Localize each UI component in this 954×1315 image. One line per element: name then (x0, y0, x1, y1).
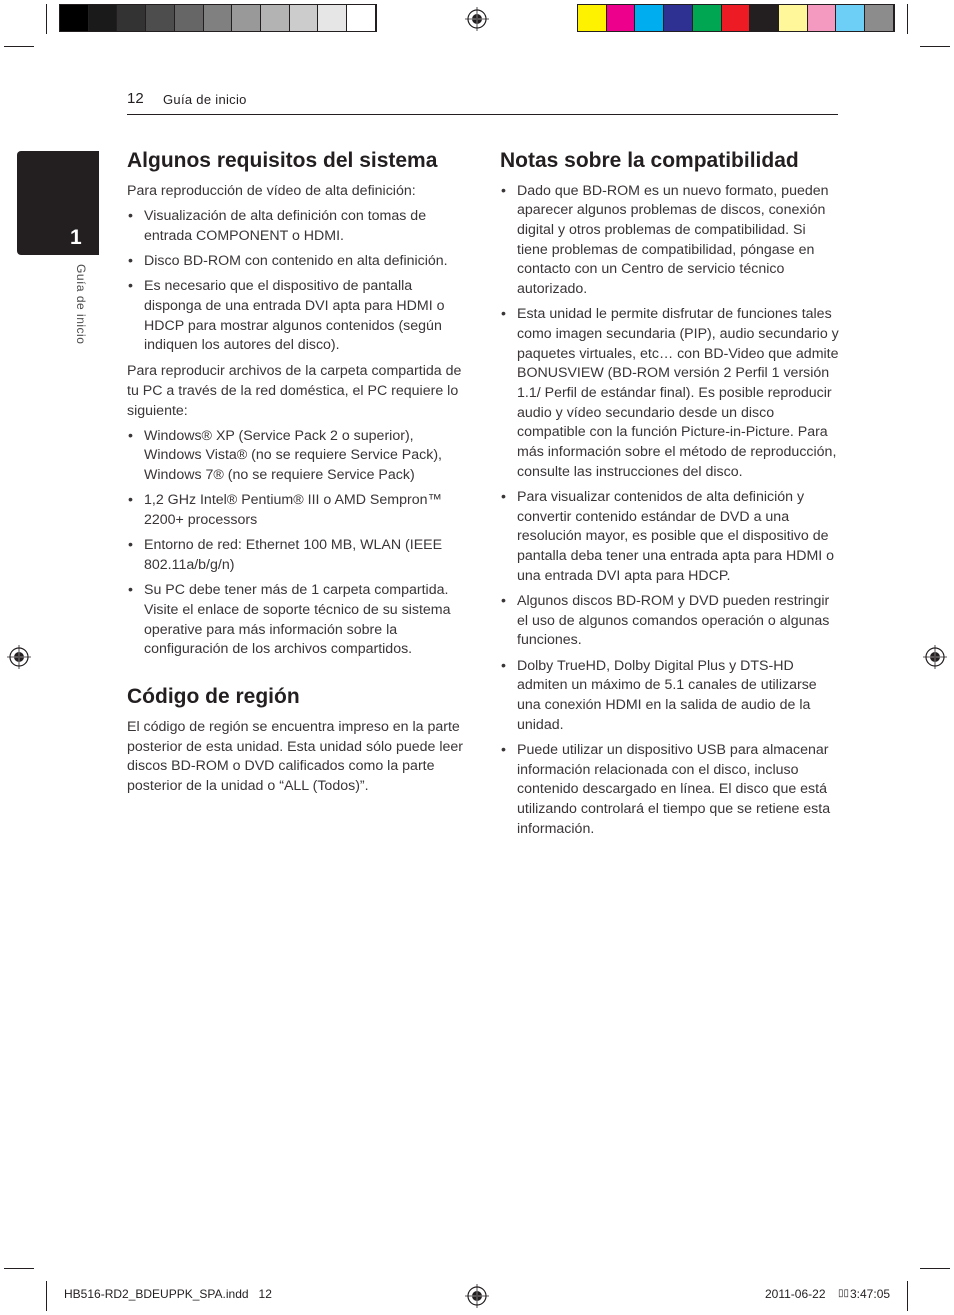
list-item: • Para visualizar contenidos de alta definición y convertir contenido estándar de DVD a una resolución mayor, es posible que el dispositivo de pantalla deba tener una entrada apta para HDMI o una entrada DVI apta para HDCP. (500, 488, 840, 587)
list-item: • Su PC debe tener más de 1 carpeta compartida. Visite el enlace de soporte técnico de su sistema operative para más información sobre la configuración de los archivos compartidos. (127, 581, 467, 660)
footer-time-marker: ▯▯ (838, 1288, 850, 1299)
color-swatch (232, 5, 261, 31)
color-swatch (836, 5, 865, 31)
crop-mark (907, 1281, 908, 1311)
page-number: 12 (127, 90, 144, 107)
chapter-number: 1 (70, 226, 82, 249)
color-swatch (204, 5, 233, 31)
color-swatch (261, 5, 290, 31)
color-swatch (146, 5, 175, 31)
color-swatch (60, 5, 89, 31)
color-swatch (635, 5, 664, 31)
crop-mark (46, 4, 47, 34)
color-swatch (808, 5, 837, 31)
crop-mark (907, 4, 908, 34)
color-swatch (750, 5, 779, 31)
region-body: El código de región se encuentra impreso en la parte posterior de esta unidad. Esta unidad sólo puede leer discos BD-ROM o DVD calificados como la parte posterior de la unidad o “ALL (Todos)”. (127, 718, 464, 795)
requirements-intro: Para reproducción de vídeo de alta definición: (127, 183, 416, 199)
color-swatch (347, 5, 376, 31)
footer-date: 2011-06-22 (765, 1287, 826, 1301)
registration-mark-icon (465, 7, 489, 31)
crop-mark (4, 1268, 34, 1269)
color-swatch (607, 5, 636, 31)
color-swatch (290, 5, 319, 31)
list-item: • Entorno de red: Ethernet 100 MB, WLAN (IEEE 802.11a/b/g/n) (127, 536, 467, 575)
color-swatch (693, 5, 722, 31)
crop-mark (920, 1268, 950, 1269)
list-item: • Es necesario que el dispositivo de pantalla disponga de una entrada DVI apta para HDMI o HDCP para mostrar algunos contenidos (según indiquen los autores del disco). (127, 277, 467, 356)
list-item: • Windows® XP (Service Pack 2 o superior), Windows Vista® (no se requiere Service Pack), Windows 7® (no se requiere Service Pack) (127, 427, 467, 486)
region-heading: Código de región (127, 684, 300, 708)
color-swatch (318, 5, 347, 31)
compatibility-heading: Notas sobre la compatibilidad (500, 149, 799, 172)
chapter-tab (17, 151, 99, 255)
color-swatch (578, 5, 607, 31)
list-item: • Visualización de alta definición con tomas de entrada COMPONENT o HDMI. (127, 207, 467, 246)
crop-mark (920, 46, 950, 47)
left-column (127, 146, 467, 797)
color-swatch (865, 5, 894, 31)
grayscale-calibration-strip (59, 4, 377, 32)
color-swatch (722, 5, 751, 31)
list-item: • Algunos discos BD-ROM y DVD pueden restringir el uso de algunos comandos operación o algunas funciones. (500, 592, 840, 651)
registration-mark-icon (923, 645, 947, 669)
compatibility-list (500, 182, 840, 840)
list-item: • Dolby TrueHD, Dolby Digital Plus y DTS-HD admiten un máximo de 5.1 canales de utilizarse una conexión HDMI en la salida de audio de la unidad. (500, 657, 840, 736)
running-header: Guía de inicio (163, 92, 247, 107)
color-swatch (89, 5, 118, 31)
registration-mark-icon (465, 1284, 489, 1308)
list-item: • Disco BD-ROM con contenido en alta definición. (127, 252, 467, 272)
list-item: • Puede utilizar un dispositivo USB para almacenar información relacionada con el disco, incluso contenido descargado en línea. El disco que está utilizando controlará el tiempo que se retiene esta información. (500, 741, 840, 840)
footer-time: 3:47:05 (850, 1287, 891, 1301)
list-item: • 1,2 GHz Intel® Pentium® III o AMD Sempron™ 2200+ processors (127, 491, 467, 530)
color-swatch (779, 5, 808, 31)
footer-file-name: HB516-RD2_BDEUPPK_SPA.indd 12 (64, 1287, 272, 1301)
requirements-heading: Algunos requisitos del sistema (127, 149, 438, 172)
crop-mark (46, 1281, 47, 1311)
color-calibration-strip (577, 4, 895, 32)
requirements-intro-pc: Para reproducir archivos de la carpeta compartida de tu PC a través de la red doméstica, el PC requiere lo siguiente: (127, 363, 462, 419)
pc-requirements-list (127, 427, 467, 660)
requirements-list (127, 207, 467, 356)
registration-mark-icon (7, 645, 31, 669)
header-rule (127, 114, 838, 115)
crop-mark (4, 46, 34, 47)
color-swatch (175, 5, 204, 31)
color-swatch (664, 5, 693, 31)
list-item: • Esta unidad le permite disfrutar de funciones tales como imagen secundaria (PIP), audio secundario y paquetes virtuales, etc… con BD-Video que admite BONUSVIEW (BD-ROM versión 2 Perfil 1 versión 1.1/ Perfil de estándar final). Es posible reproducir audio y vídeo secundario desde un disco compatible con la función Picture-in-Picture. Para más información sobre el método de reproducción, consulte las instrucciones del disco. (500, 305, 840, 482)
chapter-label: Guía de inicio (74, 264, 88, 345)
color-swatch (117, 5, 146, 31)
right-column (500, 146, 840, 840)
list-item: • Dado que BD-ROM es un nuevo formato, pueden aparecer algunos problemas de discos, conexión digital y otros problemas de compatibilidad. Si tiene problemas de compatibilidad, póngase en contacto con un Centro de servicio técnico autorizado. (500, 182, 840, 300)
